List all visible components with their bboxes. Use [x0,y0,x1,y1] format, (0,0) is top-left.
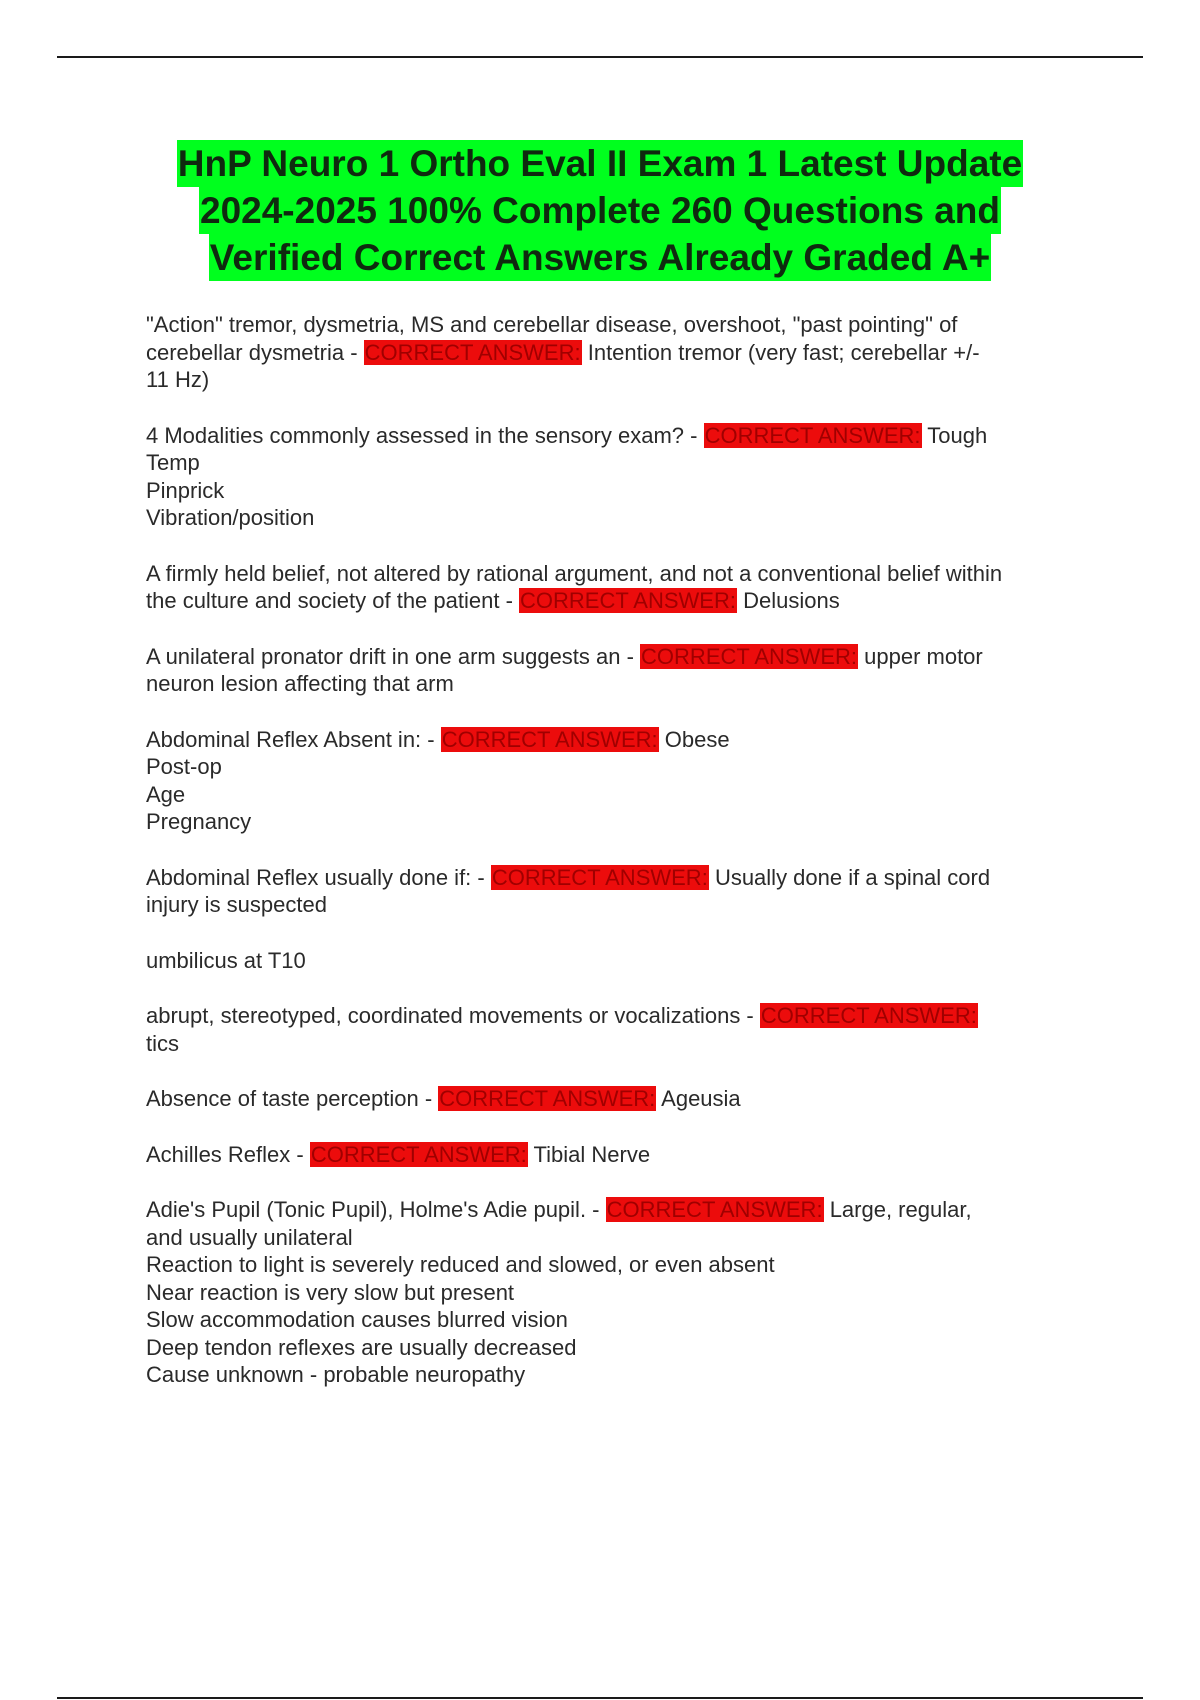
answer-text: injury is suspected [146,892,327,917]
correct-answer-label: CORRECT ANSWER: [760,1003,977,1028]
answer-text: 11 Hz) [146,367,210,392]
answer-text: Vibration/position [146,505,315,530]
answer-text: Age [146,781,186,807]
qa-line [146,1141,1096,1169]
qa-entry-pronator-drift [146,643,1096,698]
question-text: Adie's Pupil (Tonic Pupil), Holme's Adie pupil. - [146,1197,606,1222]
answer-text: Post-op [146,754,222,779]
answer-text: Tough [927,422,988,448]
qa-line [146,1002,1096,1030]
correct-answer-label: CORRECT ANSWER: [441,726,658,752]
correct-answer-label: CORRECT ANSWER: [364,339,581,365]
qa-line [146,422,1096,450]
answer-text: Delusions [743,588,840,613]
note-text: umbilicus at T10 [146,947,306,973]
qa-line [146,726,1096,754]
correct-answer-label: CORRECT ANSWER: [704,422,921,448]
qa-entry-achilles-reflex [146,1141,1096,1169]
question-text: the culture and society of the patient - [146,588,520,613]
qa-line [146,339,1096,367]
question-text: Abdominal Reflex usually done if: - [146,864,491,890]
answer-text: Reaction to light is severely reduced and slowed, or even absent [146,1252,775,1277]
question-text: "Action" tremor, dysmetria, MS and cerebellar disease, overshoot, "past pointing" of [146,312,958,337]
answer-text: Usually done if a spinal cord [714,864,991,890]
title-line-1: HnP Neuro 1 Ortho Eval II Exam 1 Latest Update [177,140,1023,187]
answer-text: Pregnancy [146,809,252,834]
answer-text: Slow accommodation causes blurred vision [146,1307,568,1332]
qa-line [146,1085,1096,1113]
question-text: 4 Modalities commonly assessed in the sensory exam? - [146,422,704,448]
correct-answer-label: CORRECT ANSWER: [491,864,708,890]
correct-answer-label: CORRECT ANSWER: [439,1086,656,1111]
answer-text: Tibial Nerve [533,1141,651,1167]
question-text: A firmly held belief, not altered by rational argument, and not a conventional belief within [146,560,1003,586]
answer-text: Pinprick [146,477,225,503]
answer-text: Intention tremor (very fast; cerebellar +/- [587,339,980,365]
qa-entry-abdominal-reflex-absent [146,726,1096,836]
question-text: Abdominal Reflex Absent in: - [146,726,441,752]
answer-text: Cause unknown - probable neuropathy [146,1362,526,1387]
qa-entry-abdominal-reflex-done [146,864,1096,919]
answer-text: neuron lesion affecting that arm [146,671,454,696]
document-title [100,140,1100,281]
top-rule [57,56,1143,58]
answer-text: Temp [146,450,200,475]
title-line-3: Verified Correct Answers Already Graded A+ [209,234,991,281]
qa-line [146,587,1096,615]
answer-text: Obese [664,726,730,752]
note-umbilicus [146,947,1096,975]
answer-text: Near reaction is very slow but present [146,1279,515,1305]
question-text: cerebellar dysmetria - [146,339,364,365]
qa-line [146,864,1096,892]
qa-entry-ageusia [146,1085,1096,1113]
qa-line [146,1196,1096,1224]
correct-answer-label: CORRECT ANSWER: [606,1197,823,1222]
question-text: A unilateral pronator drift in one arm suggests an - [146,643,641,669]
answer-text: Ageusia [661,1086,741,1111]
qa-line [146,643,1096,671]
correct-answer-label: CORRECT ANSWER: [520,588,736,613]
question-text: Absence of taste perception - [146,1086,439,1111]
title-line-2: 2024-2025 100% Complete 260 Questions and [199,187,1001,234]
question-text: abrupt, stereotyped, coordinated movements or vocalizations - [146,1003,760,1028]
question-text: Achilles Reflex - [146,1141,310,1167]
qa-entry-delusions [146,560,1096,615]
bottom-rule [57,1697,1143,1699]
answer-text: Deep tendon reflexes are usually decreased [146,1334,577,1360]
answer-text: tics [146,1030,179,1056]
qa-entry-sensory-modalities [146,422,1096,532]
qa-entry-intention-tremor [146,311,1096,394]
answer-text: and usually unilateral [146,1224,353,1250]
qa-list [146,311,1096,1417]
correct-answer-label: CORRECT ANSWER: [310,1141,527,1167]
answer-text: Large, regular, [829,1197,972,1222]
answer-text: upper motor [864,643,983,669]
qa-entry-adies-pupil [146,1196,1096,1389]
correct-answer-label: CORRECT ANSWER: [641,643,857,669]
qa-entry-tics [146,1002,1096,1057]
